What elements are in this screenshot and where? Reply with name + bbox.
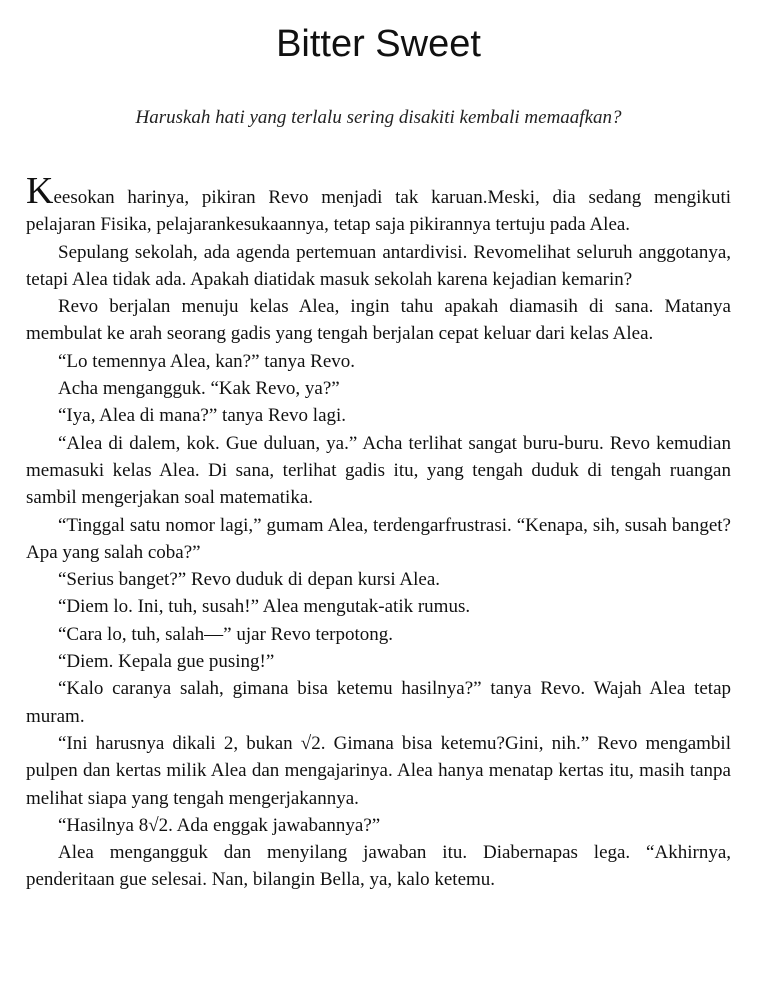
paragraph-text: eesokan harinya, pikiran Revo menjadi tak karuan.Meski, dia sedang mengikuti pelajaran Fisika, pelajarankesukaannya, tetap saja pikirannya tertuju pada Alea. xyxy=(26,187,731,236)
paragraph: “Diem. Kepala gue pusing!” xyxy=(58,651,275,673)
paragraph: Revo berjalan menuju kelas Alea, ingin tahu apakah diamasih di sana. Matanya membulat ke arah seorang gadis yang tengah berjalan cepat keluar dari kelas Alea. xyxy=(26,296,731,345)
paragraph xyxy=(26,170,731,239)
page-title: Bitter Sweet xyxy=(276,23,481,65)
drop-cap: K xyxy=(26,170,54,212)
paragraph: “Diem lo. Ini, tuh, susah!” Alea mengutak-atik rumus. xyxy=(58,596,471,618)
document-page xyxy=(26,0,731,894)
paragraph: “Ini harusnya dikali 2, bukan √2. Gimana bisa ketemu?Gini, nih.” Revo mengambil pulpen dan kertas milik Alea dan mengajarinya. Alea hanya menatap kertas itu, masih tanpa melihat siapa yang tengah mengerjakannya. xyxy=(26,732,731,809)
paragraph: “Iya, Alea di mana?” tanya Revo lagi. xyxy=(58,405,347,427)
paragraph: Sepulang sekolah, ada agenda pertemuan antardivisi. Revomelihat seluruh anggotanya, tetapi Alea tidak ada. Apakah diatidak masuk sekolah karena kejadian kemarin? xyxy=(26,241,731,290)
paragraph: Acha mengangguk. “Kak Revo, ya?” xyxy=(58,378,340,400)
paragraph: Alea mengangguk dan menyilang jawaban itu. Diabernapas lega. “Akhirnya, penderitaan gue selesai. Nan, bilangin Bella, ya, kalo ketemu. xyxy=(26,842,731,891)
page-subtitle: Haruskah hati yang terlalu sering disakiti kembali memaafkan? xyxy=(135,107,622,128)
paragraph: “Alea di dalem, kok. Gue duluan, ya.” Acha terlihat sangat buru-buru. Revo kemudian memasuki kelas Alea. Di sana, terlihat gadis itu, yang tengah duduk di tengah ruangan sambil mengerjakan soal matematika. xyxy=(26,432,731,509)
paragraph: “Lo temennya Alea, kan?” tanya Revo. xyxy=(58,350,356,372)
paragraph: “Kalo caranya salah, gimana bisa ketemu hasilnya?” tanya Revo. Wajah Alea tetap muram. xyxy=(26,678,731,727)
paragraph: “Hasilnya 8√2. Ada enggak jawabannya?” xyxy=(58,814,381,836)
paragraph: “Tinggal satu nomor lagi,” gumam Alea, terdengarfrustrasi. “Kenapa, sih, susah banget? Apa yang salah coba?” xyxy=(26,514,731,563)
body-text xyxy=(26,170,731,894)
paragraph: “Cara lo, tuh, salah—” ujar Revo terpotong. xyxy=(58,623,394,645)
paragraph: “Serius banget?” Revo duduk di depan kursi Alea. xyxy=(58,569,441,591)
